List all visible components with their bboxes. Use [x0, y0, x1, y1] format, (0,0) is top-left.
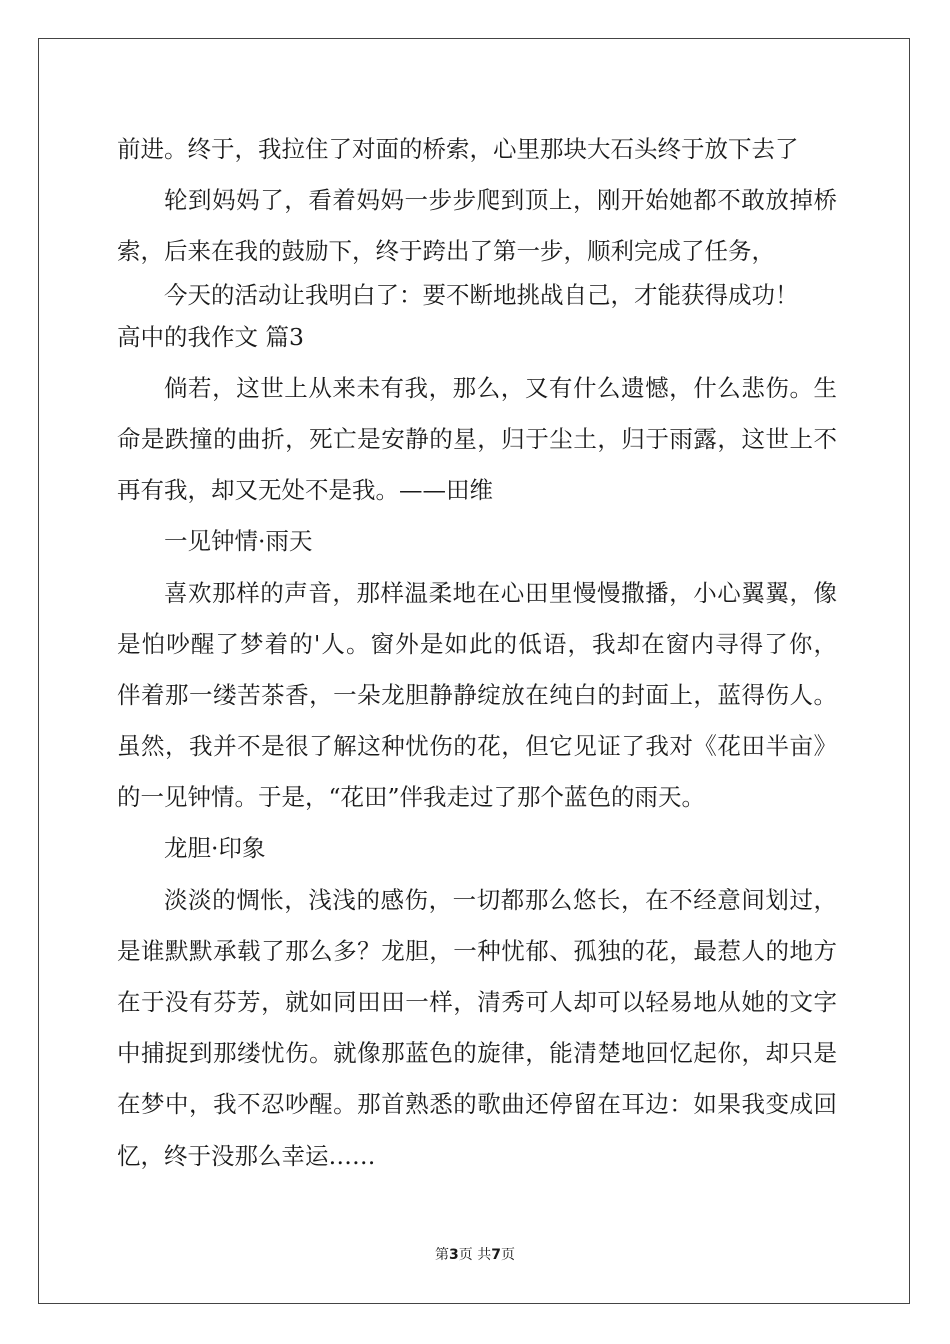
total-page-count: 7 — [491, 1247, 501, 1263]
text-line: 虽然，我并不是很了解这种忧伤的花，但它见证了我对《花田半亩》 — [117, 732, 837, 761]
text-line: 今天的活动让我明白了：要不断地挑战自己，才能获得成功！ — [164, 280, 799, 309]
section-heading: 高中的我作文 篇3 — [117, 322, 304, 351]
text-line: 倘若，这世上从来未有我，那么，又有什么遗憾，什么悲伤。生 — [164, 373, 837, 402]
text-line: 伴着那一缕苦茶香，一朵龙胆静静绽放在纯白的封面上，蓝得伤人。 — [117, 680, 837, 709]
text-line: 的一见钟情。于是，“花田”伴我走过了那个蓝色的雨天。 — [117, 783, 706, 812]
text-line: 再有我，却又无处不是我。——田维 — [117, 476, 493, 505]
text-line: 轮到妈妈了，看着妈妈一步步爬到顶上，刚开始她都不敢放掉桥 — [164, 186, 837, 215]
text-line: 是谁默默承载了那么多？龙胆，一种忧郁、孤独的花，最惹人的地方 — [117, 936, 837, 965]
footer-prefix: 第 — [435, 1247, 450, 1263]
text-line: 索，后来在我的鼓励下，终于跨出了第一步，顺利完成了任务， — [117, 237, 775, 266]
text-line: 在梦中，我不忍吵醒。那首熟悉的歌曲还停留在耳边：如果我变成回 — [117, 1090, 837, 1119]
text-line: 中捕捉到那缕忧伤。就像那蓝色的旋律，能清楚地回忆起你，却只是 — [117, 1039, 837, 1068]
subsection-heading: 龙胆·印象 — [164, 834, 266, 863]
text-line: 命是跌撞的曲折，死亡是安静的星，归于尘土，归于雨露，这世上不 — [117, 424, 837, 453]
document-body — [117, 124, 837, 1182]
footer-suffix: 页 — [500, 1247, 515, 1263]
text-line: 是怕吵醒了梦着的'人。窗外是如此的低语，我却在窗内寻得了你， — [117, 629, 837, 658]
text-line: 喜欢那样的声音，那样温柔地在心田里慢慢撒播，小心翼翼，像 — [164, 578, 837, 607]
current-page-number: 3 — [449, 1247, 459, 1263]
subsection-heading: 一见钟情·雨天 — [164, 527, 313, 556]
text-line: 淡淡的惆怅，浅浅的感伤，一切都那么悠长，在不经意间划过， — [164, 885, 837, 914]
text-line: 前进。终于，我拉住了对面的桥索，心里那块大石头终于放下去了 — [117, 135, 799, 163]
text-line: 忆，终于没那么幸运…… — [117, 1141, 376, 1170]
footer-mid: 页 共 — [458, 1247, 492, 1263]
page-footer — [0, 1244, 950, 1264]
text-line: 在于没有芬芳，就如同田田一样，清秀可人却可以轻易地从她的文字 — [117, 988, 837, 1016]
